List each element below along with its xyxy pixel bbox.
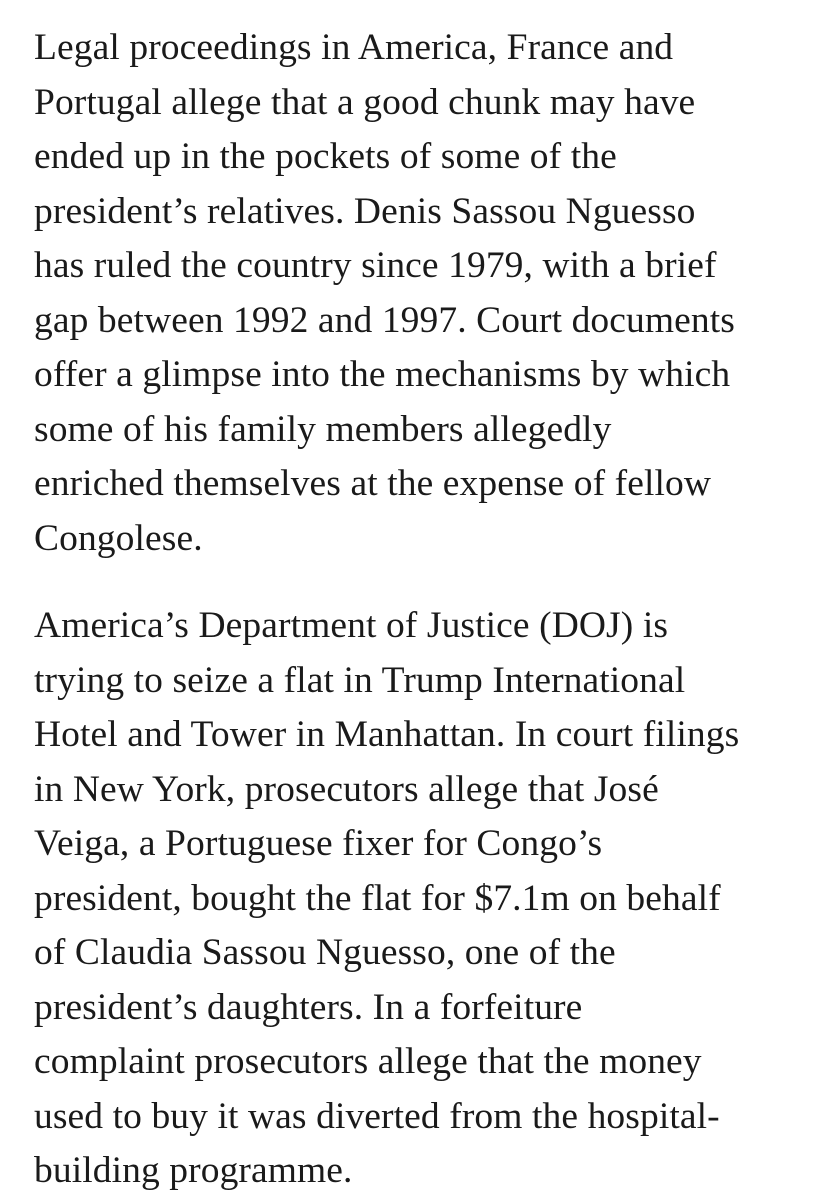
text-line: complaint prosecutors allege that the money xyxy=(34,1041,702,1082)
text-line: of Claudia Sassou Nguesso, one of the xyxy=(34,932,616,973)
text-line: Portugal allege that a good chunk may have xyxy=(34,81,696,123)
text-line: America’s Department of Justice (DOJ) is xyxy=(34,605,669,646)
text-line: offer a glimpse into the mechanisms by which xyxy=(34,354,731,395)
article-paragraph-2 xyxy=(34,599,838,1199)
text-line: in New York, prosecutors allege that José xyxy=(34,768,659,810)
text-line: gap between 1992 and 1997. Court documents xyxy=(34,299,735,341)
text-line: has ruled the country since 1979, with a brief xyxy=(34,245,717,286)
text-line: trying to seize a flat in Trump International xyxy=(34,659,686,701)
article-paragraph-1 xyxy=(34,21,838,566)
text-line: Legal proceedings in America, France and xyxy=(34,27,674,68)
text-line: Hotel and Tower in Manhattan. In court filings xyxy=(34,714,740,755)
text-line: some of his family members allegedly xyxy=(34,408,612,450)
text-line: president, bought the flat for $7.1m on behalf xyxy=(34,877,721,919)
text-line: used to buy it was diverted from the hospital- xyxy=(34,1095,720,1137)
text-line: ended up in the pockets of some of the xyxy=(34,136,617,177)
text-line: president’s daughters. In a forfeiture xyxy=(34,986,583,1028)
text-line: Veiga, a Portuguese fixer for Congo’s xyxy=(34,823,603,864)
text-line: enriched themselves at the expense of fellow xyxy=(34,463,712,504)
text-line: Congolese. xyxy=(34,517,203,559)
text-line: building programme. xyxy=(34,1150,353,1191)
text-line: president’s relatives. Denis Sassou Nguesso xyxy=(34,190,696,232)
